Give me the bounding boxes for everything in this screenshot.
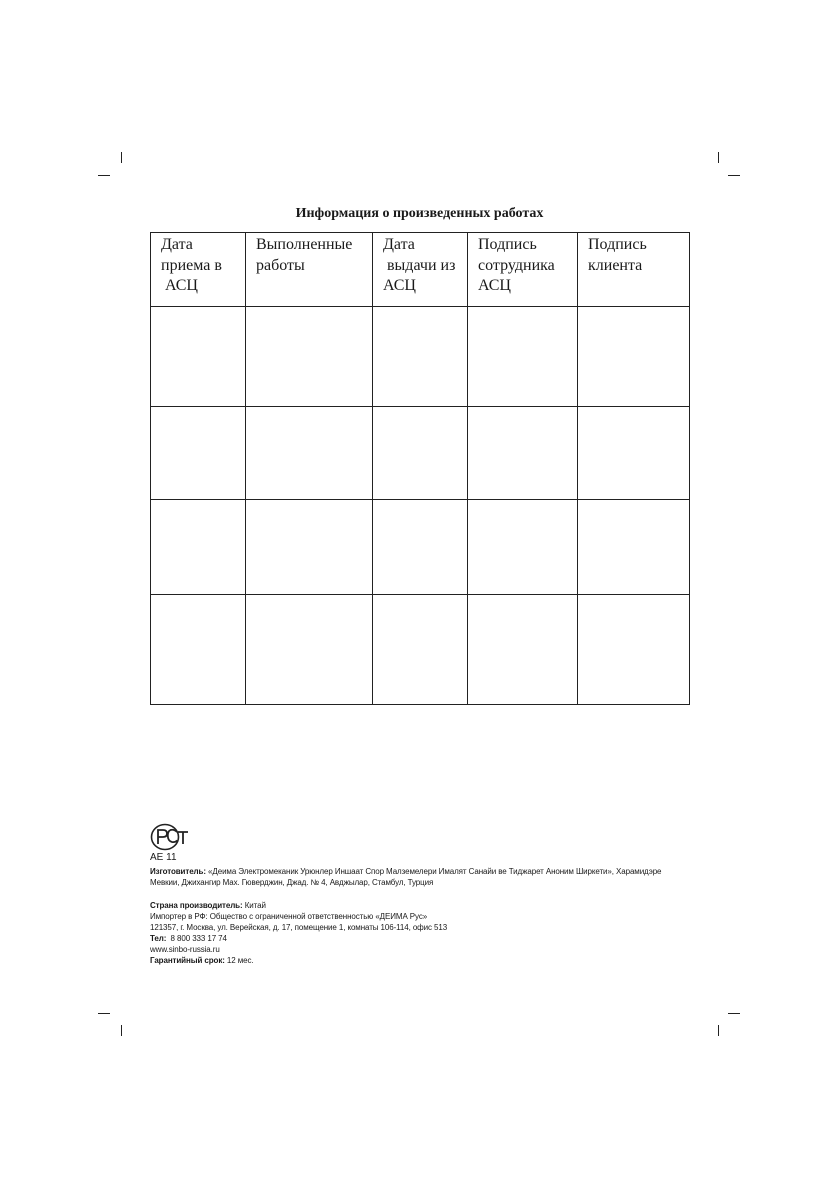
phone-label: Тел: (150, 934, 167, 943)
crop-mark (728, 175, 740, 176)
phone-value: 8 800 333 17 74 (170, 934, 227, 943)
table-cell[interactable] (578, 500, 690, 595)
table-cell[interactable] (468, 407, 578, 500)
table-cell[interactable] (468, 595, 578, 705)
table-row (151, 595, 690, 705)
origin-value: Китай (244, 901, 266, 910)
table-cell[interactable] (246, 595, 373, 705)
table-cell[interactable] (151, 407, 246, 500)
header-cell-works-done: Выполненные работы (246, 233, 373, 307)
table-cell[interactable] (373, 307, 468, 407)
table-row (151, 500, 690, 595)
table-cell[interactable] (246, 307, 373, 407)
import-info (150, 900, 710, 966)
table-cell[interactable] (151, 500, 246, 595)
crop-mark (98, 1013, 110, 1014)
importer-name: Импортер в РФ: Общество с ограниченной ответственностью «ДЕИМА Рус» (150, 912, 428, 921)
manufacturer-info (150, 866, 710, 888)
crop-mark (98, 175, 110, 176)
website-link[interactable]: www.sinbo-russia.ru (150, 945, 220, 954)
table-cell[interactable] (578, 407, 690, 500)
crop-mark (121, 152, 122, 163)
manufacturer-address: Мевкии, Джихангир Мах. Гюверджин, Джад. № 4, Авджылар, Стамбул, Турция (150, 878, 434, 887)
warranty-value: 12 мес. (226, 956, 254, 965)
origin-label: Страна производитель: (150, 901, 243, 910)
header-cell-employee-signature: Подпись сотрудника АСЦ (468, 233, 578, 307)
manufacturer-label: Изготовитель: (150, 867, 206, 876)
crop-mark (718, 1025, 719, 1036)
table-cell[interactable] (373, 500, 468, 595)
header-cell-issue-date: Дата выдачи из АСЦ (373, 233, 468, 307)
crop-mark (718, 152, 719, 163)
table-cell[interactable] (578, 595, 690, 705)
work-log-table (150, 232, 690, 705)
table-cell[interactable] (373, 407, 468, 500)
header-cell-client-signature: Подпись клиента (578, 233, 690, 307)
table-row (151, 407, 690, 500)
table-cell[interactable] (468, 307, 578, 407)
table-cell[interactable] (151, 307, 246, 407)
table-cell[interactable] (246, 407, 373, 500)
table-header-row (151, 233, 690, 307)
table-cell[interactable] (246, 500, 373, 595)
crop-mark (121, 1025, 122, 1036)
certification-code: AE 11 (150, 852, 177, 863)
table-cell[interactable] (373, 595, 468, 705)
crop-mark (728, 1013, 740, 1014)
warranty-label: Гарантийный срок: (150, 956, 225, 965)
importer-address: 121357, г. Москва, ул. Верейская, д. 17, помещение 1, комнаты 106-114, офис 513 (150, 923, 448, 932)
page-title: Информация о произведенных работах (295, 206, 544, 221)
table-row (151, 307, 690, 407)
table-cell[interactable] (578, 307, 690, 407)
table-cell[interactable] (468, 500, 578, 595)
header-cell-receipt-date: Дата приема в АСЦ (151, 233, 246, 307)
manufacturer-text: «Деима Электромеканик Урюнлер Иншаат Спор Малземелери Ималят Санайи ве Тиджарет Аноним Ширкети», Харамидэре (208, 867, 662, 876)
table-cell[interactable] (151, 595, 246, 705)
